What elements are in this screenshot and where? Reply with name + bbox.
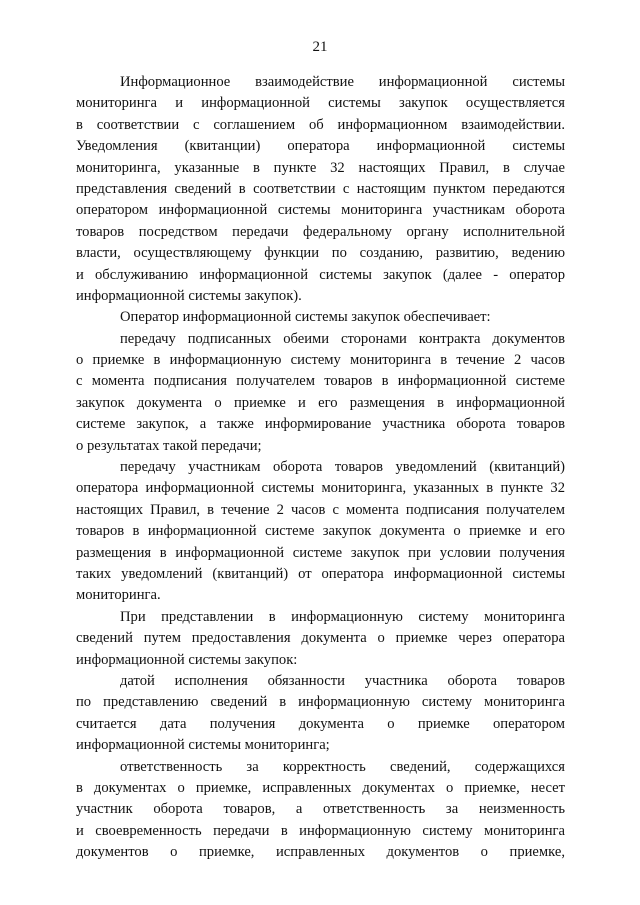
text-line: мониторинга и информационной системы закупок осуществляется (76, 95, 565, 112)
text-line: настоящих Правил, в течение 2 часов с момента подписания получателем (76, 501, 565, 518)
text-line: таких уведомлений (квитанций) от оператора информационной системы (76, 565, 565, 582)
text-line: информационной системы закупок: (76, 651, 298, 668)
text-line: оператором информационной системы мониторинга участникам оборота (76, 202, 565, 219)
text-line: о приемке в информационную систему мониторинга в течение 2 часов (76, 352, 565, 369)
text-line: При представлении в информационную систему мониторинга (120, 608, 565, 625)
text-line: считается дата получения документа о приемке оператором (76, 715, 565, 732)
text-line: документов о приемке, исправленных документов о приемке, (76, 844, 565, 861)
text-line: размещения в информационной системе закупок при условии получения (76, 544, 565, 561)
text-line: информационной системы закупок). (76, 287, 302, 304)
text-line: закупок документа о приемке и его размещения в информационной (76, 394, 565, 411)
text-line: оператора информационной системы мониторинга, указанных в пункте 32 (76, 480, 565, 497)
body-text (76, 72, 565, 863)
text-line: ответственность за корректность сведений, содержащихся (120, 758, 565, 775)
text-line: сведений путем предоставления документа о приемке через оператора (76, 630, 565, 647)
text-line: в документах о приемке, исправленных документах о приемке, несет (76, 779, 565, 796)
text-line: товаров посредством передачи федеральному органу исполнительной (76, 223, 565, 240)
page-number: 21 (312, 39, 328, 55)
text-line: передачу подписанных обеими сторонами контракта документов (120, 330, 565, 347)
text-line: участник оборота товаров, а ответственность за неизменность (76, 801, 565, 818)
text-line: датой исполнения обязанности участника оборота товаров (120, 672, 565, 689)
text-line: представления сведений в соответствии с настоящим пунктом передаются (76, 180, 565, 197)
text-line: о результатах такой передачи; (76, 437, 262, 454)
text-line: Уведомления (квитанции) оператора информационной системы (76, 138, 565, 155)
text-line: мониторинга. (76, 587, 161, 604)
text-line: и своевременность передачи в информационную систему мониторинга (76, 822, 565, 839)
text-line: власти, осуществляющему функции по созданию, развитию, ведению (76, 245, 565, 262)
text-line: передачу участникам оборота товаров уведомлений (квитанций) (120, 459, 565, 476)
text-line: Информационное взаимодействие информационной системы (120, 74, 565, 90)
text-line: с момента подписания получателем товаров в информационной системе (76, 373, 565, 390)
text-line: мониторинга, указанные в пункте 32 настоящих Правил, в случае (76, 159, 565, 176)
text-line: товаров в информационной системе закупок документа о приемке и его (76, 523, 565, 540)
text-line: информационной системы мониторинга; (76, 737, 330, 754)
text-line: системе закупок, а также информирование участника оборота товаров (76, 416, 565, 433)
text-line: и обслуживанию информационной системы закупок (далее - оператор (76, 266, 565, 283)
text-line: Оператор информационной системы закупок обеспечивает: (120, 309, 491, 326)
text-line: в соответствии с соглашением об информационном взаимодействии. (76, 116, 565, 133)
text-line: по представлению сведений в информационную систему мониторинга (76, 694, 565, 711)
